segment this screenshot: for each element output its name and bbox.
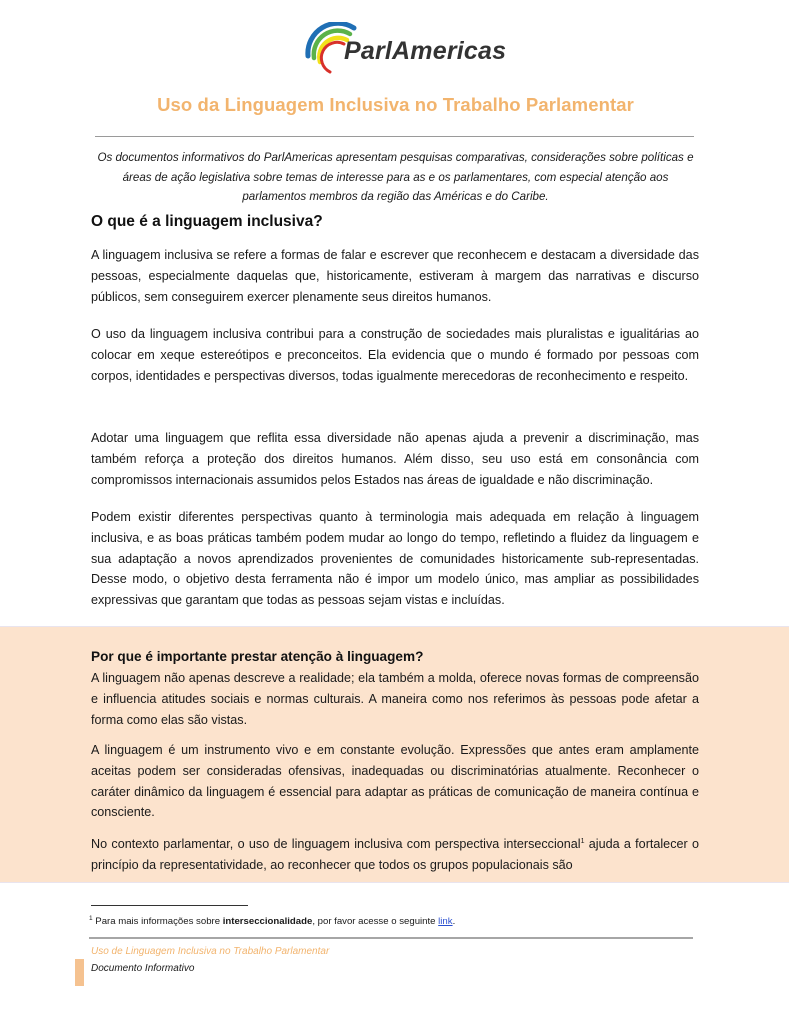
paragraph-text-before: No contexto parlamentar, o uso de linguagem inclusiva com perspectiva interseccional — [91, 837, 581, 852]
intro-text: Os documentos informativos do ParlAmericas apresentam pesquisas comparativas, considerações sobre políticas e áreas de ação legislativa sobre temas de interesse para as e os parlamentares, com especial atenção aos parlamentos membros da região das Américas e do Caribe. — [97, 151, 694, 203]
footnote-divider — [91, 905, 248, 906]
footnote-trailing: . — [452, 916, 456, 927]
paragraph: Podem existir diferentes perspectivas quanto à terminologia mais adequada em relação à linguagem inclusiva, e as boas práticas também podem mudar ao longo do tempo, refletindo a fluidez da linguagem e sua adaptação a novos aprendizados provenientes de comunidades historicamente sub-representadas. Desse modo, o objetivo desta ferramenta não é impor um modelo único, mas ampliar as possibilidades expressivas que garantam que todas as pessoas sejam vistas e incluídas. — [91, 510, 699, 608]
paragraph: A linguagem não apenas descreve a realidade; ela também a molda, oferece novas formas de compreensão e influencia atitudes sociais e normas culturais. A maneira como nos referimos às pessoas pode afetar a forma como elas são vistas. — [91, 671, 699, 727]
footnote-bold-term: interseccionalidade — [222, 916, 313, 927]
footnote-number: 1 — [89, 915, 93, 922]
footer-subtitle: Documento Informativo — [91, 963, 195, 974]
footer-accent-bar — [75, 959, 84, 986]
logo-wordmark: ParlAmericas — [344, 37, 507, 65]
paragraph: A linguagem inclusiva se refere a formas de falar e escrever que reconhecem e destacam a diversidade das pessoas, especialmente daquelas que, historicamente, estiveram à margem das narrativas e discurso públicos, sem conseguirem exercer plenamente seus direitos humanos. — [91, 248, 699, 304]
section-heading-why-important: Por que é importante prestar atenção à linguagem? — [91, 649, 424, 664]
paragraph-text-after: ajuda a fortalecer o princípio da representatividade, ao reconhecer que todos os grupos populacionais são — [91, 837, 699, 872]
footnote-text-after: , por favor acesse o seguinte — [312, 916, 439, 927]
paragraph-intersectional — [91, 832, 699, 876]
paragraph: O uso da linguagem inclusiva contribui para a construção de sociedades mais pluralistas e igualitárias ao colocar em xeque estereótipos e preconceitos. Ela evidencia que o mundo é formado por pessoas com corpos, identidades e perspectivas diversos, todas igualmente merecedoras de reconhecimento e respeito. — [91, 327, 699, 383]
footnote-reference[interactable]: 1 — [580, 838, 585, 845]
footnote — [89, 915, 455, 927]
footnote-text-before: Para mais informações sobre — [92, 916, 223, 927]
paragraph: A linguagem é um instrumento vivo e em constante evolução. Expressões que antes eram amplamente aceitas podem ser consideradas ofensivas, inadequadas ou discriminatórias atualmente. Reconhecer o caráter dinâmico da linguagem é essencial para adaptar as práticas de comunicação de maneira contínua e consciente. — [91, 743, 699, 820]
parlamericas-logo — [302, 22, 507, 80]
logo-arc-red — [321, 42, 344, 72]
document-title: Uso da Linguagem Inclusiva no Trabalho Parlamentar — [157, 94, 634, 115]
section-heading-what-is: O que é a linguagem inclusiva? — [91, 213, 323, 230]
footer-title: Uso de Linguagem Inclusiva no Trabalho Parlamentar — [91, 946, 330, 957]
paragraph: Adotar uma linguagem que reflita essa diversidade não apenas ajuda a prevenir a discriminação, mas também reforça a proteção dos direitos humanos. Além disso, seu uso está em consonância com compromissos internacionais assumidos pelos Estados nas áreas de igualdade e não discriminação. — [91, 431, 699, 487]
footer-divider — [89, 937, 693, 939]
title-divider — [95, 136, 694, 137]
footnote-link[interactable]: link — [438, 916, 453, 927]
